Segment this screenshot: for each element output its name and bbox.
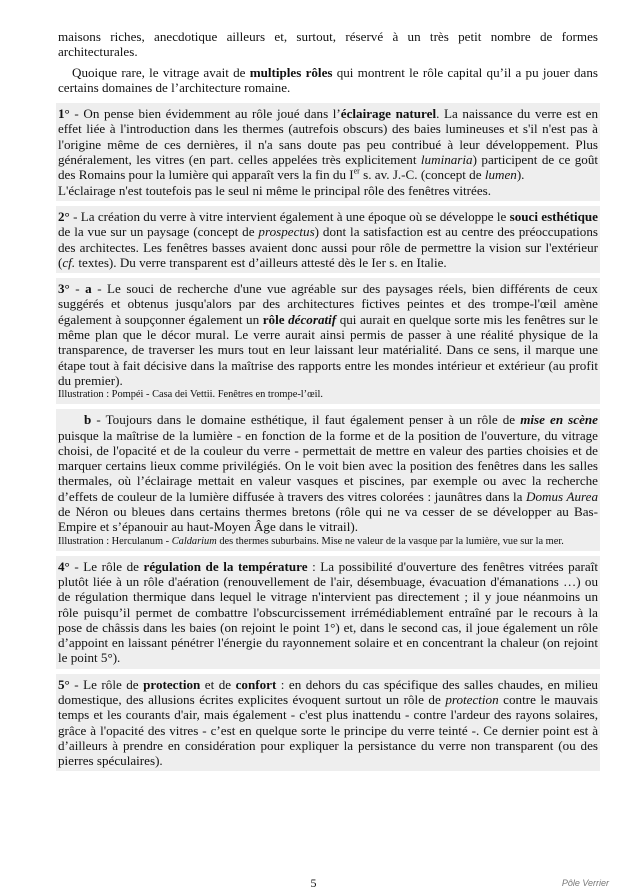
subsection-letter: b xyxy=(84,412,92,428)
page-number: 5 xyxy=(310,876,317,890)
emphasis-aesthetic-concern: souci esthétique xyxy=(509,208,598,224)
section-1-natural-lighting: 1° - On pense bien évidemment au rôle joué dans l’éclairage naturel. La naissance du verre est en effet liée à l'introduction dans les thermes (autrefois obscurs) des baies lumineuses et s'il n'est pas à l'origine même de ces dernières, il n'a sans doute pas peu contribué à leur développement. Plus généralement, les vitres (en part. celles appelées très explicitement luminaria) participent de ce goût des Romains pour la lumière qui apparaît vers la fin du Ier s. av. J.-C. (concept de lumen). L'éclairage n'est toutefois pas le seul ni même le principal rôle des fenêtres vitrées. xyxy=(56,103,600,201)
illustration-caption-pompeii: Illustration : Pompéi - Casa dei Vettii. Fenêtres en trompe-l’œil. xyxy=(58,389,324,401)
paragraph-intro-end: maisons riches, anecdotique ailleurs et, surtout, réservé à un très petit nombre de formes architecturales. xyxy=(58,29,598,60)
footer-label: Pôle Verrier xyxy=(561,878,609,888)
section-2-aesthetic-concern: 2° - La création du verre à vitre intervient également à une époque où se développe le souci esthétique de la vue sur un paysage (concept de prospectus) dont la satisfaction est au centre des préoccupations des architectes. Les fenêtres basses avaient donc aussi pour rôle de permettre la vision sur l'extérieur (cf. textes). Du verre transparent est d’ailleurs attesté dès le Ier s. en Italie. xyxy=(56,206,600,273)
section-number: 5° xyxy=(58,676,70,692)
emphasis-decorative-role: rôle xyxy=(262,311,289,327)
emphasis-comfort: confort xyxy=(235,676,277,692)
subsection-letter: a xyxy=(85,281,92,297)
illustration-caption-herculaneum: Illustration : Herculanum - Caldarium des thermes suburbains. Mise ne valeur de la vasque par la lumière, vue sur la mer. xyxy=(58,535,564,547)
emphasis-natural-lighting: éclairage naturel xyxy=(340,106,437,122)
emphasis-temperature: régulation de la température xyxy=(143,558,308,574)
section-1-conclusion: L'éclairage n'est toutefois pas le seul ni même le principal rôle des fenêtres vitrées. xyxy=(58,182,492,198)
section-number: 3° xyxy=(58,281,70,297)
section-number: 4° xyxy=(58,558,70,574)
section-number: 2° xyxy=(58,208,70,224)
section-5-protection-comfort: 5° - Le rôle de protection et de confort : en dehors du cas spécifique des salles chaudes, en milieu domestique, des allusions écrites explicites évoquent surtout un rôle de protection contre le mauvais temps et les courants d'air, mais également - c'est plus inattendu - contre l'ardeur des rayons solaires, grâce à l'opacité des vitres - c’est en quelque sorte le principe du verre teinté -. Ce dernier point est à d’ailleurs à prendre en considération pour expliquer la persistance du verre non transparent (ou des pierres spéculaires). xyxy=(56,674,600,772)
section-number: 1° xyxy=(58,106,70,122)
section-3a-decorative-role: 3° - a - Le souci de recherche d'une vue agréable sur des paysages réels, bien différents de ceux suggérés et obtenus jusqu'alors par des architectures fictives peintes et des trompe-l'œil amène également à soupçonner également un rôle décoratif qui aurait en quelque sorte mis les fenêtres sur le même plan que le décor mural. Le verre aurait ainsi permis de passer à une réalité physique de la transparence, de traverser les murs tout en leur laissant leur matérialité. Dans ce sens, il marque une étape tout à fait décisive dans la maîtrise des rapports entre les mondes intérieur et extérieur (au profit du premier). Illustration : Pompéi - Casa dei Vettii. Fenêtres en trompe-l’œil. xyxy=(56,278,600,404)
emphasis-multiple-roles: multiples rôles xyxy=(249,64,333,80)
emphasis-protection: protection xyxy=(143,676,201,692)
document-page xyxy=(56,29,600,771)
emphasis-staging: mise en scène xyxy=(520,412,598,428)
section-4-temperature: 4° - Le rôle de régulation de la température : La possibilité d'ouverture des fenêtres vitrées paraît plutôt liée à un rôle d'aération (renouvellement de l'air, désembuage, évacuation d'émanations …) ou de régulation thermique dans lequel le vitrage n'intervient pas directement ; il y joue néanmoins un rôle puisqu’il permet de combattre l'obscurcissement irrémédiablement entraîné par le recours à la pose de châssis dans les baies (on rejoint le point 1°) et, dans le second cas, il joue également un rôle d’appoint en laissant pénétrer l'énergie du rayonnement solaire et en concentrant la chaleur (on rejoint le point 5°). xyxy=(56,556,600,669)
paragraph-multiple-roles: Quoique rare, le vitrage avait de multiples rôles qui montrent le rôle capital qu’il a pu jouer dans certains domaines de l’architecture romaine. xyxy=(58,64,598,95)
section-3b-staging: b - Toujours dans le domaine esthétique, il faut également penser à un rôle de mise en scène puisque la maîtrise de la lumière - en fonction de la forme et de la position de l'ouverture, du vitrage choisi, de l'opacité et de la couleur du verre - permettait de mettre en valeur des parties choisies et de marquer certains lieux comme privilégiés. On le voit bien avec la position des fenêtres dans les salles thermales, où l’éclairage mettait en valeur vasques et piscines, par exemple ou avec la recherche d’effets de couleur de la lumière diffusée à travers des vitres colorées : jaunâtres dans la Domus Aurea de Néron ou bleues dans certains thermes bretons (rôle qui ne va cesser de se développer au Bas-Empire et s’épanouir au haut-Moyen Âge dans le vitrail). Illustration : Herculanum - Caldarium des thermes suburbains. Mise ne valeur de la vasque par la lumière, vue sur la mer. xyxy=(56,409,600,550)
